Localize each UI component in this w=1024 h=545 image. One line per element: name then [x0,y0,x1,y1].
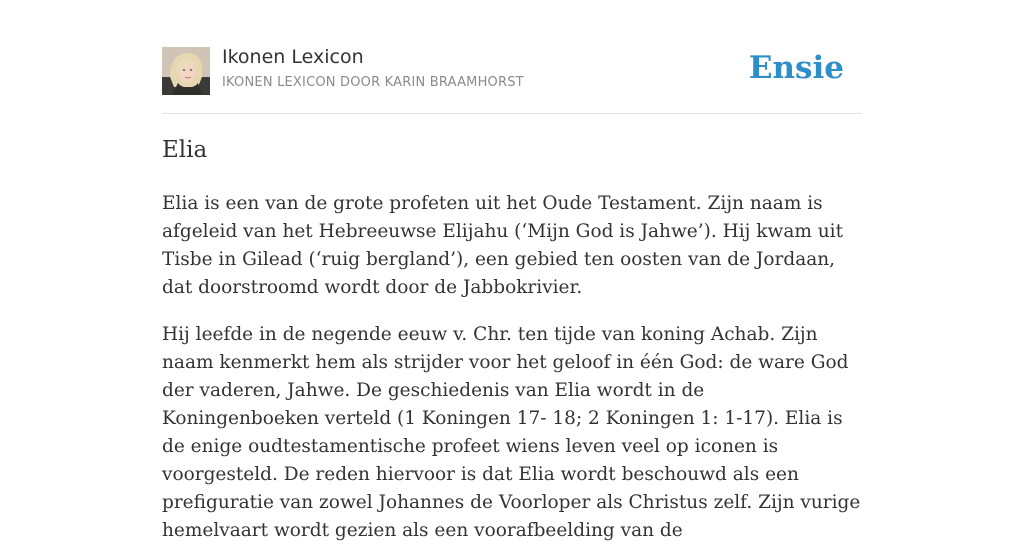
article-title: Elia [162,137,208,163]
lexicon-name[interactable]: Ikonen Lexicon [222,46,364,68]
author-photo-icon [162,47,210,95]
header [162,46,862,96]
header-divider [162,113,862,114]
brand-logo[interactable]: Ensie [748,50,844,86]
article-paragraph-1: Elia is een van de grote profeten uit het Oude Testament. Zijn naam is afgeleid van het Hebreeuwse Elijahu (‘Mijn God is Jahwe’). Hij kwam uit Tisbe in Gilead (‘ruig bergland’), een gebied ten oosten van de Jordaan, dat doorstroomd wordt door de Jabbokrivier. [162,193,844,298]
author-avatar[interactable] [162,47,210,95]
lexicon-subtitle[interactable]: IKONEN LEXICON DOOR KARIN BRAAMHORST [222,75,524,90]
article-paragraph-2: Hij leefde in de negende eeuw v. Chr. ten tijde van koning Achab. Zijn naam kenmerkt hem als strijder voor het geloof in één God: de ware God der vaderen, Jahwe. De geschiedenis van Elia wordt in de Koningenboeken verteld (1 Koningen 17- 18; 2 Koningen 1: 1-17). Elia is de enige oudtestamentische profeet wiens leven veel op iconen is voorgesteld. De reden hiervoor is dat Elia wordt beschouwd als een prefiguratie van zowel Johannes de Voorloper als Christus zelf. Zijn vurige hemelvaart wordt gezien als een voorafbeelding van de [162,324,861,541]
